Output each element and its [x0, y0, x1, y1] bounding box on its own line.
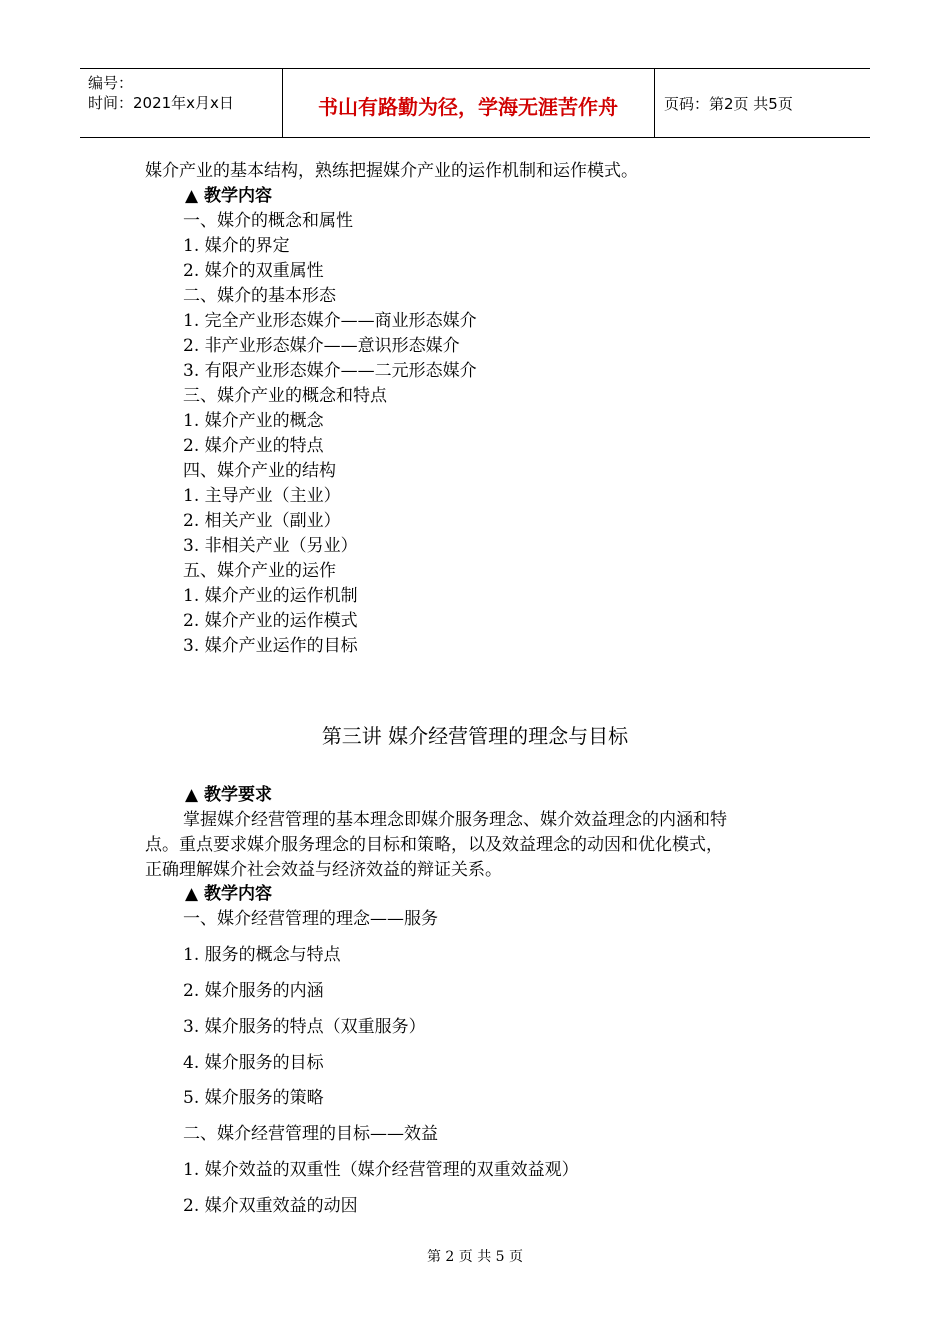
outline-item: 3. 媒介产业运作的目标 — [183, 636, 358, 656]
page-footer: 第 2 页 共 5 页 — [426, 1249, 524, 1265]
motto: 书山有路勤为径，学海无涯苦作舟 — [318, 95, 618, 119]
header-divider — [654, 69, 655, 137]
content-heading: ▲ 教学内容 — [185, 186, 272, 206]
requirements-line: 正确理解媒介社会效益与经济效益的辩证关系。 — [145, 860, 502, 880]
date-label: 时间：2021年x月x日 — [88, 94, 234, 112]
content-heading: ▲ 教学内容 — [185, 884, 272, 904]
page-header — [80, 68, 870, 138]
outline-item: 3. 非相关产业（另业） — [183, 536, 358, 556]
requirements-heading: ▲ 教学要求 — [185, 785, 272, 805]
outline-item: 三、媒介产业的概念和特点 — [183, 386, 387, 406]
header-left — [88, 73, 283, 113]
requirements-line: 点。重点要求媒介服务理念的目标和策略，以及效益理念的动因和优化模式， — [145, 835, 723, 855]
outline-item: 2. 媒介产业的运作模式 — [183, 611, 358, 631]
outline-item: 四、媒介产业的结构 — [183, 461, 336, 481]
outline-item: 2. 非产业形态媒介——意识形态媒介 — [183, 336, 460, 356]
outline-item: 二、媒介的基本形态 — [183, 286, 336, 306]
requirements-line: 掌握媒介经营管理的基本理念即媒介服务理念、媒介效益理念的内涵和特 — [183, 810, 727, 830]
number-label: 编号： — [88, 74, 134, 92]
outline-item: 五、媒介产业的运作 — [183, 561, 336, 581]
outline-item: 4. 媒介服务的目标 — [183, 1053, 324, 1073]
intro-line: 媒介产业的基本结构，熟练把握媒介产业的运作机制和运作模式。 — [145, 161, 638, 181]
outline-item: 2. 媒介的双重属性 — [183, 261, 324, 281]
outline-item: 2. 媒介双重效益的动因 — [183, 1196, 358, 1216]
outline-item: 3. 有限产业形态媒介——二元形态媒介 — [183, 361, 477, 381]
outline-item: 2. 媒介产业的特点 — [183, 436, 324, 456]
outline-item: 一、媒介经营管理的理念——服务 — [183, 909, 438, 929]
outline-item: 一、媒介的概念和属性 — [183, 211, 353, 231]
page-info: 页码：第2页 共5页 — [664, 95, 793, 113]
outline-item: 1. 媒介产业的运作机制 — [183, 586, 358, 606]
outline-item: 1. 媒介的界定 — [183, 236, 290, 256]
outline-item: 1. 完全产业形态媒介——商业形态媒介 — [183, 311, 477, 331]
outline-item: 二、媒介经营管理的目标——效益 — [183, 1124, 438, 1144]
outline-item: 1. 媒介效益的双重性（媒介经营管理的双重效益观） — [183, 1160, 579, 1180]
outline-item: 2. 媒介服务的内涵 — [183, 981, 324, 1001]
outline-item: 1. 媒介产业的概念 — [183, 411, 324, 431]
outline-item: 5. 媒介服务的策略 — [183, 1088, 324, 1108]
lecture-title: 第三讲 媒介经营管理的理念与目标 — [321, 724, 629, 748]
outline-item: 1. 主导产业（主业） — [183, 486, 341, 506]
outline-item: 3. 媒介服务的特点（双重服务） — [183, 1017, 426, 1037]
outline-item: 2. 相关产业（副业） — [183, 511, 341, 531]
outline-item: 1. 服务的概念与特点 — [183, 945, 341, 965]
